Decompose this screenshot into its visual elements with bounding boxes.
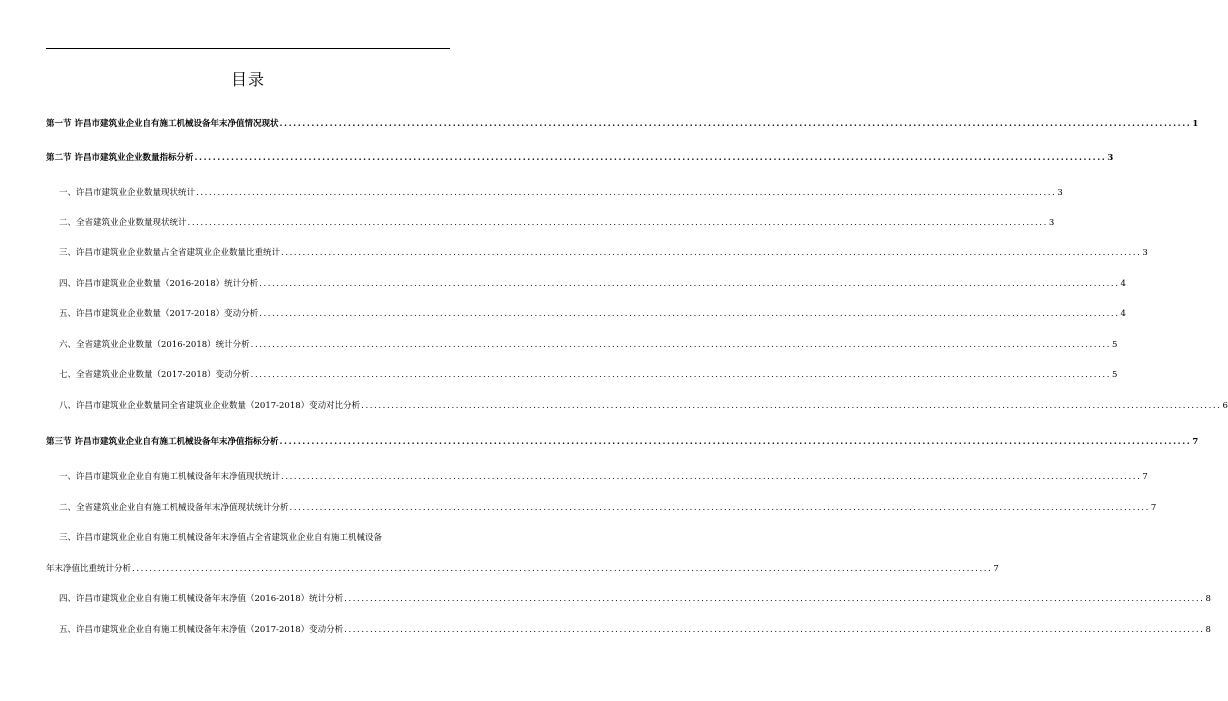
toc-leader-dots: ........................................................................................................................................................................................................ [289,503,1150,513]
toc-entry-text: 第三节 许昌市建筑业企业自有施工机械设备年末净值指标分析 [46,437,279,447]
toc-entry-page: 5 [1112,340,1118,350]
toc-entry-2-2[interactable] [46,215,1055,229]
toc-leader-dots: ........................................................................................................................................................................................................ [281,248,1142,258]
toc-entry-page: 7 [1192,437,1199,447]
toc-entry-page: 8 [1205,594,1211,604]
toc-leader-dots: ........................................................................................................................................................................................................ [281,472,1142,482]
toc-entry-text-continued: 年末净值比重统计分析 [46,564,132,574]
toc-entry-page: 6 [1222,401,1228,411]
toc-entry-2-6[interactable] [46,337,1118,351]
toc-entry-text: 八、许昌市建筑业企业数量同全省建筑业企业数量（2017-2018）变动对比分析 [59,401,361,411]
toc-entry-text: 五、许昌市建筑业企业数量（2017-2018）变动分析 [59,309,259,319]
toc-entry-page: 7 [993,564,999,574]
toc-entry-text: 二、全省建筑业企业数量现状统计 [59,218,187,228]
toc-entry-page: 3 [1142,248,1148,258]
toc-entry-page: 5 [1112,370,1118,380]
toc-entry-text: 四、许昌市建筑业企业自有施工机械设备年末净值（2016-2018）统计分析 [59,594,344,604]
toc-leader-dots: ........................................................................................................................................................................................................ [361,401,1222,411]
toc-entry-page: 7 [1150,503,1157,513]
toc-entry-3-1[interactable] [46,469,1148,483]
toc-entry-page: 3 [1107,153,1114,163]
toc-leader-dots: ........................................................................................................................................................................................................ [196,188,1057,198]
toc-entry-2-7[interactable] [46,367,1118,381]
toc-entry-page: 4 [1120,279,1126,289]
toc-entry-text: 第一节 许昌市建筑业企业自有施工机械设备年末净值情况现状 [46,119,279,129]
toc-leader-dots: ........................................................................................................................................................................................................ [132,564,993,574]
toc-entry-2-1[interactable] [46,185,1063,199]
toc-entry-text: 一、许昌市建筑业企业数量现状统计 [59,188,196,198]
toc-leader-dots: ........................................................................................................................................................................................................ [250,370,1112,380]
toc-entry-3-3-line1[interactable] [46,530,450,544]
toc-leader-dots: ........................................................................................................................................................................................................ [259,279,1120,289]
toc-entry-2-8[interactable] [46,398,1228,412]
toc-entry-3-3-line2[interactable] [46,561,999,575]
toc-entry-text: 四、许昌市建筑业企业数量（2016-2018）统计分析 [59,279,259,289]
toc-entry-page: 3 [1057,188,1063,198]
toc-entry-3-2[interactable] [46,500,1157,514]
toc-entry-section-2[interactable] [46,150,1114,164]
toc-entry-page: 8 [1205,625,1211,635]
toc-entry-page: 3 [1048,218,1055,228]
toc-leader-dots: ........................................................................................................................................................................................................ [259,309,1120,319]
toc-leader-dots: ........................................................................................................................................................................................................ [344,594,1205,604]
toc-entry-2-5[interactable] [46,306,1126,320]
toc-entry-text: 三、许昌市建筑业企业数量占全省建筑业企业数量比重统计 [59,248,281,258]
toc-entry-text: 二、全省建筑业企业自有施工机械设备年末净值现状统计分析 [59,503,289,513]
toc-entry-page: 4 [1120,309,1126,319]
toc-entry-text: 五、许昌市建筑业企业自有施工机械设备年末净值（2017-2018）变动分析 [59,625,344,635]
toc-entry-text: 七、全省建筑业企业数量（2017-2018）变动分析 [59,370,250,380]
toc-leader-dots: ........................................................................................................................................................................................................ [344,625,1205,635]
toc-leader-dots: ........................................................................................................................................................................................................ [194,153,1107,163]
toc-leader-dots: ........................................................................................................................................................................................................ [187,218,1048,228]
toc-entry-text: 一、许昌市建筑业企业自有施工机械设备年末净值现状统计 [59,472,281,482]
toc-leader-dots: ........................................................................................................................................................................................................ [250,340,1112,350]
toc-entry-text: 六、全省建筑业企业数量（2016-2018）统计分析 [59,340,250,350]
toc-entry-section-1[interactable] [46,116,1199,130]
toc-entry-3-4[interactable] [46,591,1211,605]
toc-leader-dots: ........................................................................................................................................................................................................ [279,437,1192,447]
toc-entry-3-5[interactable] [46,622,1211,636]
toc-entry-page: 1 [1192,119,1199,129]
page-title: 目录 [230,70,265,89]
toc-entry-2-3[interactable] [46,245,1148,259]
toc-entry-section-3[interactable] [46,434,1199,448]
header-rule [46,48,450,49]
toc-entry-2-4[interactable] [46,276,1126,290]
toc-entry-page: 7 [1142,472,1148,482]
toc-entry-text: 第二节 许昌市建筑业企业数量指标分析 [46,153,194,163]
toc-entry-text: 三、许昌市建筑业企业自有施工机械设备年末净值占全省建筑业企业自有施工机械设备 [59,533,383,543]
toc-leader-dots: ........................................................................................................................................................................................................ [279,119,1192,129]
